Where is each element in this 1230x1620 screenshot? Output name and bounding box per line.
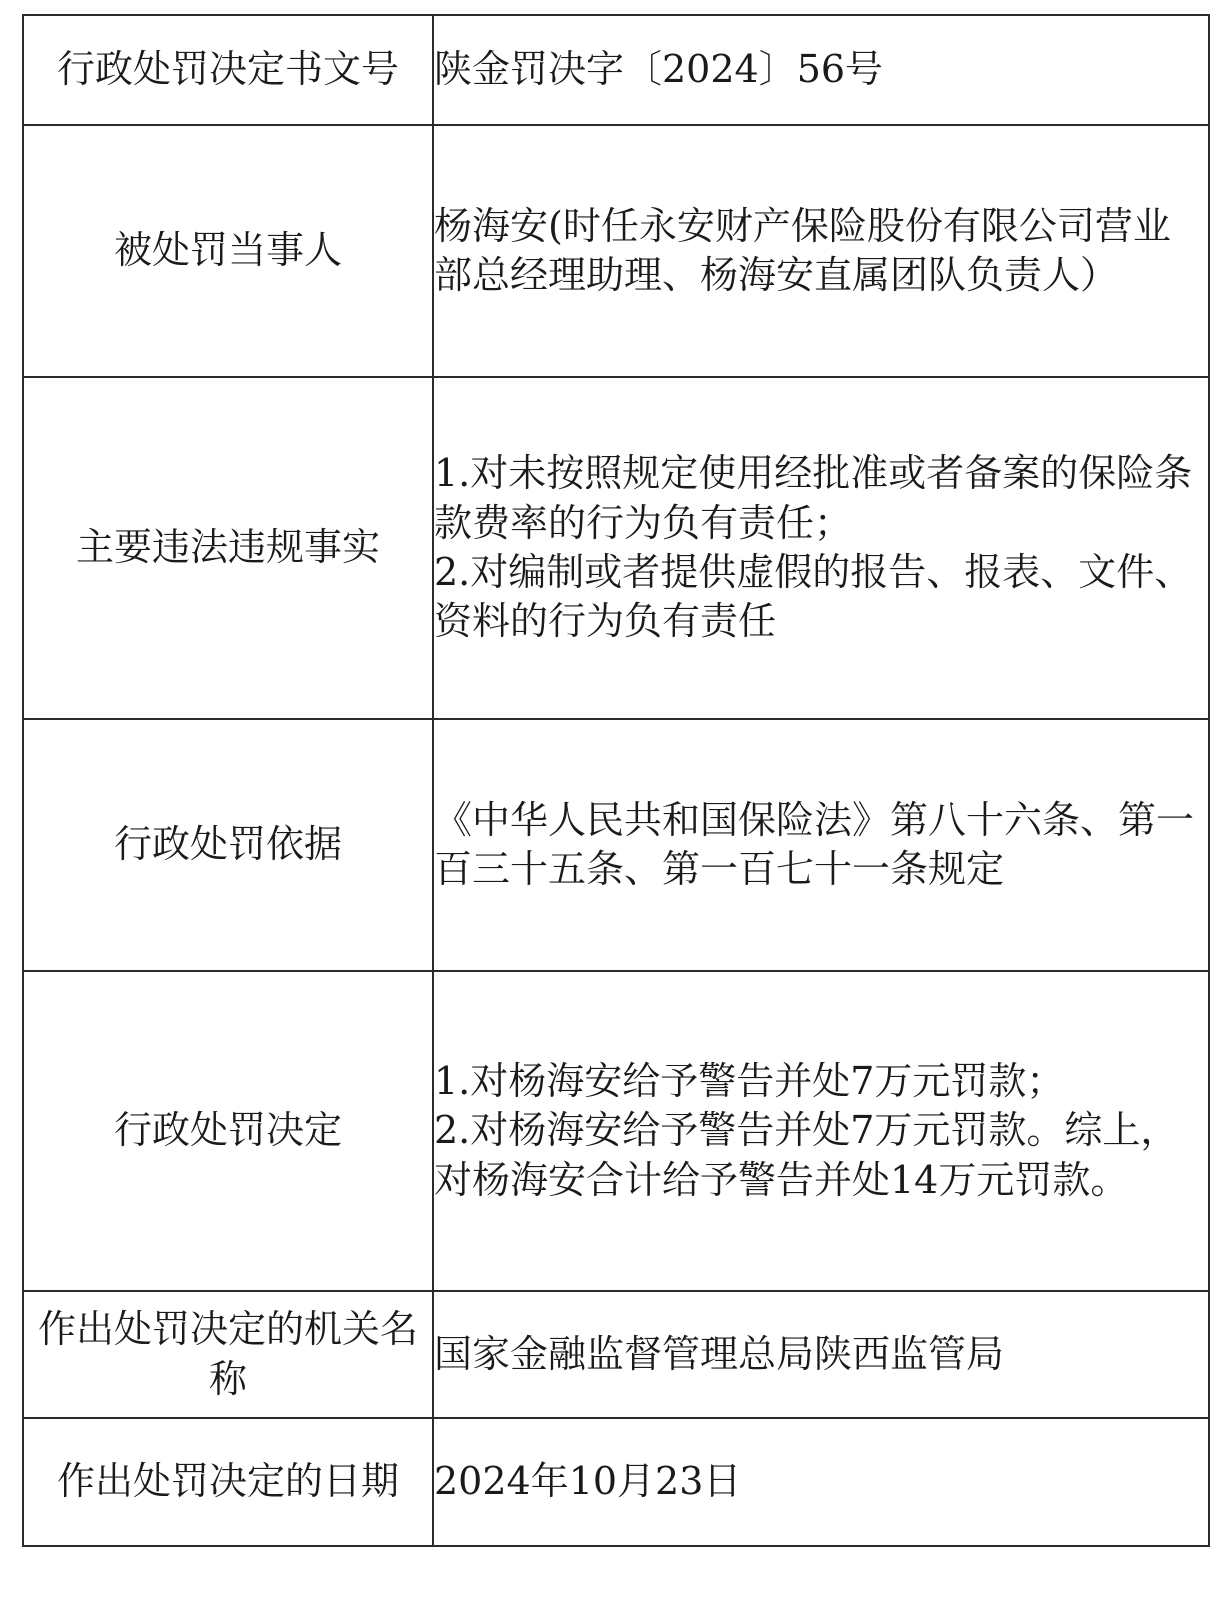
value-decision-number: [433, 15, 1209, 125]
label-authority-name: 作出处罚决定的机关名称: [23, 1291, 433, 1418]
penalized-party-text: 杨海安(时任永安财产保险股份有限公司营业部总经理助理、杨海安直属团队负责人）: [434, 203, 1171, 297]
violation-fact-2: 2.对编制或者提供虚假的报告、报表、文件、资料的行为负有责任: [434, 550, 1193, 644]
row-authority-name: [23, 1291, 1209, 1418]
label-penalty-basis: 行政处罚依据: [23, 719, 433, 971]
value-penalized-party: [433, 125, 1209, 377]
value-decision-date: [433, 1418, 1209, 1546]
decision-number-text: 陕金罚决字〔2024〕56号: [434, 47, 884, 92]
value-penalty-basis: [433, 719, 1209, 971]
label-decision-date: 作出处罚决定的日期: [23, 1418, 433, 1546]
label-violation-facts: 主要违法违规事实: [23, 377, 433, 719]
label-penalized-party: 被处罚当事人: [23, 125, 433, 377]
authority-name-text: 国家金融监督管理总局陕西监管局: [434, 1331, 1005, 1376]
decision-date-text: 2024年10月23日: [434, 1459, 742, 1504]
label-decision-number: 行政处罚决定书文号: [23, 15, 433, 125]
row-penalty-decision: [23, 971, 1209, 1291]
row-decision-date: [23, 1418, 1209, 1546]
row-penalized-party: [23, 125, 1209, 377]
value-authority-name: [433, 1291, 1209, 1418]
penalty-decision-2: 2.对杨海安给予警告并处7万元罚款。综上，对杨海安合计给予警告并处14万元罚款。: [434, 1108, 1179, 1202]
row-violation-facts: [23, 377, 1209, 719]
penalty-decision-1: 1.对杨海安给予警告并处7万元罚款；: [434, 1058, 1065, 1103]
row-decision-number: [23, 15, 1209, 125]
penalty-basis-text: 《中华人民共和国保险法》第八十六条、第一百三十五条、第一百七十一条规定: [434, 797, 1195, 891]
value-violation-facts: [433, 377, 1209, 719]
value-penalty-decision: [433, 971, 1209, 1291]
penalty-decision-table: [22, 14, 1210, 1547]
violation-fact-1: 1.对未按照规定使用经批准或者备案的保险条款费率的行为负有责任；: [434, 451, 1193, 545]
row-penalty-basis: [23, 719, 1209, 971]
label-penalty-decision: 行政处罚决定: [23, 971, 433, 1291]
